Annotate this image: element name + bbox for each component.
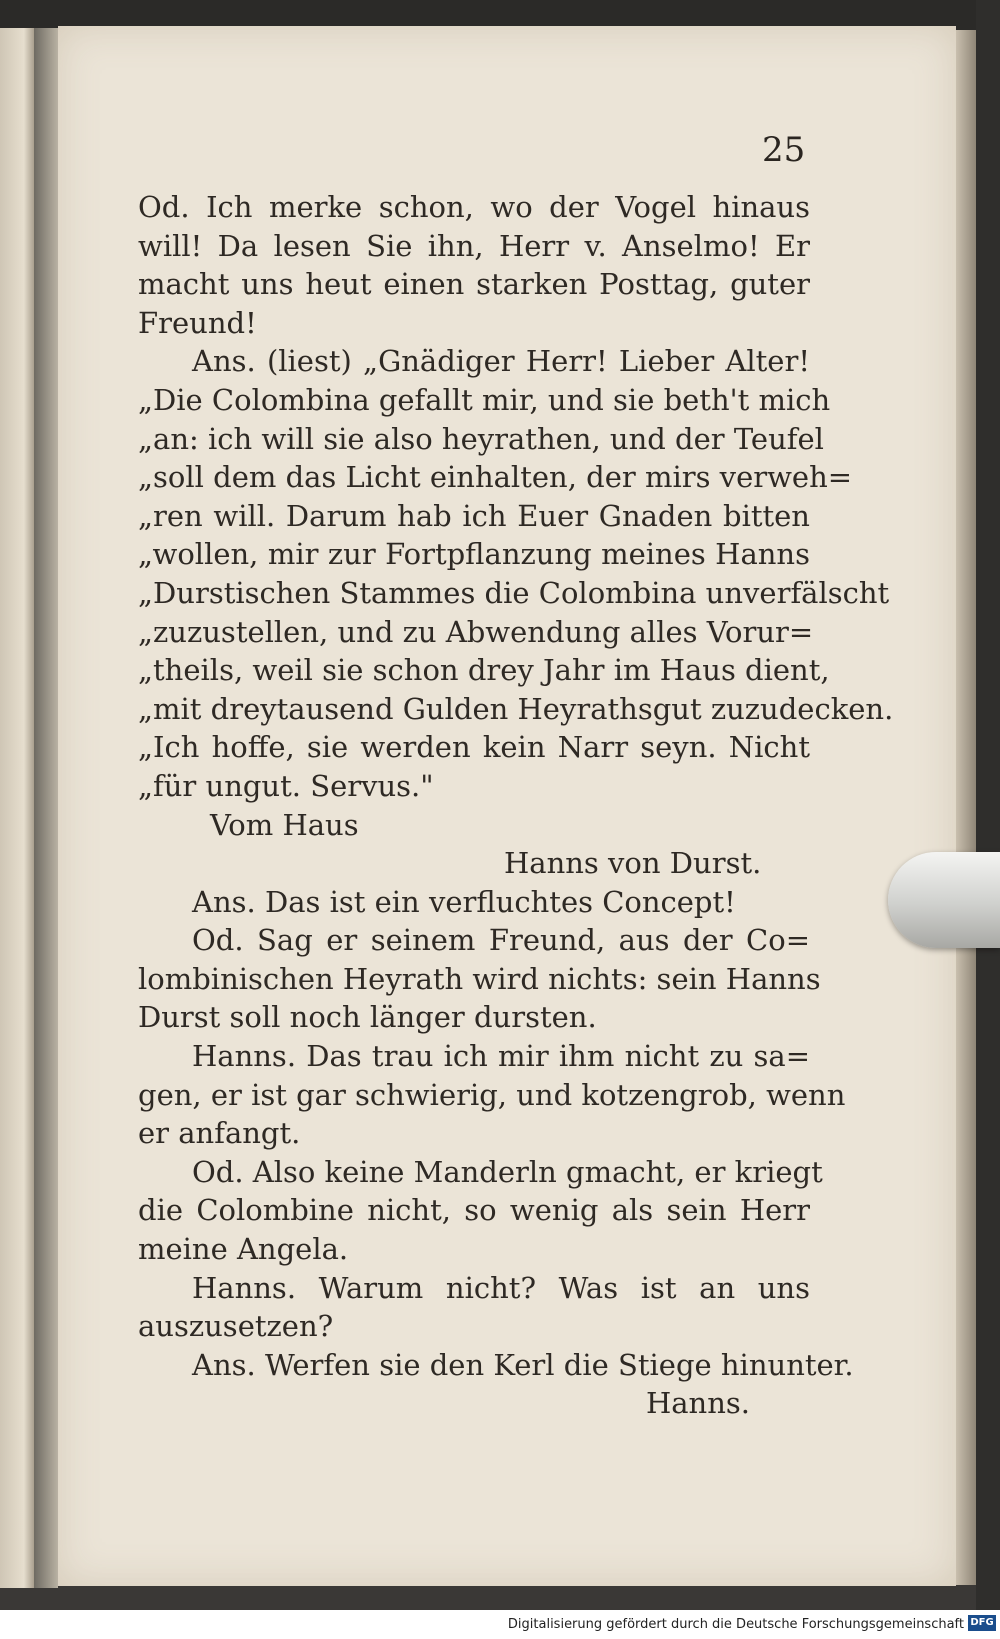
page-clip <box>888 852 1000 948</box>
book-gutter <box>34 28 58 1588</box>
text-line: „zuzustellen, und zu Abwendung alles Vorur= <box>138 614 814 649</box>
text-line: Ans. Werfen sie den Kerl die Stiege hinunter. <box>192 1347 854 1382</box>
text-line: „für ungut. Servus." <box>138 768 434 803</box>
text-line: Ans. Das ist ein verfluchtes Concept! <box>192 884 736 919</box>
text-line: die Colombine nicht, so wenig als sein Herr <box>138 1193 810 1228</box>
text-line: will! Da lesen Sie ihn, Herr v. Anselmo! Er <box>138 228 810 263</box>
text-line: auszusetzen? <box>138 1309 334 1344</box>
text-line: „soll dem das Licht einhalten, der mirs verweh= <box>138 460 853 495</box>
text-line: Durst soll noch länger dursten. <box>138 1000 597 1035</box>
text-line: Od. Ich merke schon, wo der Vogel hinaus <box>138 190 810 224</box>
text-line: „Ich hoffe, sie werden kein Narr seyn. Nicht <box>138 730 810 765</box>
page-fore-edge <box>956 30 976 1585</box>
text-line: lombinischen Heyrath wird nichts: sein Hanns <box>138 961 821 996</box>
scan-background-right <box>976 0 1000 1639</box>
dfg-logo: DFG <box>968 1615 996 1631</box>
text-line: Od. Sag er seinem Freund, aus der Co= <box>192 923 810 958</box>
text-line: „an: ich will sie also heyrathen, und der Teufel <box>138 421 824 456</box>
text-line: Od. Also keine Manderln gmacht, er kriegt <box>192 1154 823 1189</box>
text-line: „ren will. Darum hab ich Euer Gnaden bitten <box>138 498 810 533</box>
text-line: „mit dreytausend Gulden Heyrathsgut zuzudecken. <box>138 691 894 726</box>
text-line: er anfangt. <box>138 1116 301 1151</box>
page-number: 25 <box>762 130 806 170</box>
text-line: gen, er ist gar schwierig, und kotzengrob, wenn <box>138 1077 846 1112</box>
text-line: meine Angela. <box>138 1232 349 1267</box>
text-line: Hanns. Warum nicht? Was ist an uns <box>192 1270 810 1305</box>
letter-signature: Hanns von Durst. <box>504 846 762 881</box>
text-line: macht uns heut einen starken Posttag, guter <box>138 267 810 302</box>
text-line: „theils, weil sie schon drey Jahr im Haus dient, <box>138 653 830 688</box>
page-text <box>138 188 894 1423</box>
funding-credit: Digitalisierung gefördert durch die Deutsche Forschungsgemeinschaft <box>507 1617 964 1632</box>
text-line: Ans. (liest) „Gnädiger Herr! Lieber Alter! <box>192 344 810 379</box>
text-line: „wollen, mir zur Fortpflanzung meines Hanns <box>138 537 810 572</box>
letter-closing: Vom Haus <box>210 807 359 842</box>
text-line: Hanns. Das trau ich mir ihm nicht zu sa= <box>192 1039 810 1074</box>
catchword: Hanns. <box>645 1386 750 1421</box>
text-line: Freund! <box>138 305 257 340</box>
text-line: „Die Colombina gefallt mir, und sie beth't mich <box>138 382 831 417</box>
facing-page-edge <box>0 28 34 1588</box>
text-line: „Durstischen Stammes die Colombina unverfälscht <box>138 575 890 610</box>
